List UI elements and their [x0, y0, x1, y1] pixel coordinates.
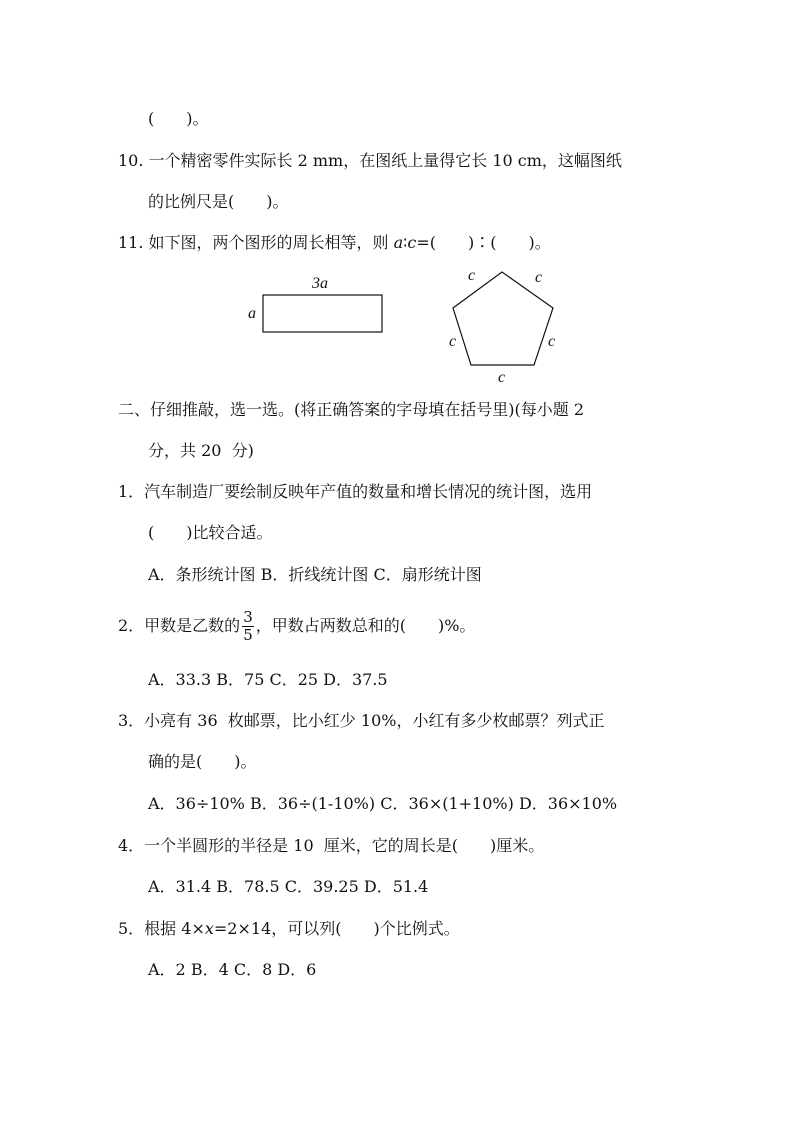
q3-line1: 3．小亮有 36 枚邮票，比小红少 10%，小红有多少枚邮票？列式正: [118, 711, 605, 730]
q11-text-pre: 11. 如下图，两个图形的周长相等，则: [118, 233, 394, 252]
section2-heading-line1: 二、仔细推敲，选一选。(将正确答案的字母填在括号里)(每小题 2: [118, 400, 584, 419]
q1-line2: ( )比较合适。: [148, 523, 273, 542]
pent-label-top-right: c: [535, 269, 543, 286]
q11-var-c: c: [407, 233, 417, 252]
q1-line1: 1．汽车制造厂要绘制反映年产值的数量和增长情况的统计图，选用: [118, 482, 593, 501]
q5-var-x: x: [204, 919, 214, 938]
rect-top-label: 3a: [312, 275, 328, 292]
q1-options: A．条形统计图 B．折线统计图 C．扇形统计图: [148, 565, 482, 584]
pent-label-right: c: [548, 333, 556, 350]
q5-text-pre: 5．根据 4×: [118, 919, 205, 938]
q10-line2: 的比例尺是( )。: [148, 192, 289, 211]
q5-text-post: =2×14，可以列( )个比例式。: [213, 919, 460, 938]
q4-line: 4．一个半圆形的半径是 10 厘米，它的周长是( )厘米。: [118, 836, 545, 855]
q11-colon: ∶: [403, 233, 408, 252]
q2-text-pre: 2．甲数是乙数的: [118, 616, 241, 635]
q11-text-post: =( )∶( )。: [416, 233, 551, 252]
q2-text-post: ，甲数占两数总和的( )%。: [255, 616, 476, 635]
section2-heading-line2: 分，共 20 分): [148, 441, 254, 460]
pent-label-left: c: [449, 333, 457, 350]
q11-line: [118, 232, 551, 254]
q2-denominator: 5: [243, 626, 253, 644]
q9-continuation: ( )。: [148, 109, 209, 128]
q3-options: A．36÷10% B．36÷(1-10%) C．36×(1+10%) D．36×10%: [148, 794, 618, 813]
q5-line: [118, 918, 460, 940]
q2-options: A．33.3 B．75 C．25 D．37.5: [148, 670, 388, 689]
q2-fraction: [242, 609, 254, 644]
q2-line: [118, 606, 475, 646]
q4-options: A．31.4 B．78.5 C．39.25 D．51.4: [148, 877, 429, 896]
q11-var-a: a: [393, 233, 404, 252]
q2-numerator: 3: [243, 608, 253, 626]
pent-label-top-left: c: [468, 267, 476, 284]
q10-line1: 10. 一个精密零件实际长 2 mm，在图纸上量得它长 10 cm，这幅图纸: [118, 151, 622, 170]
q11-figure: [0, 262, 794, 382]
pent-label-bottom: c: [498, 369, 506, 382]
q3-line2: 确的是( )。: [148, 752, 257, 771]
rectangle-shape: [263, 295, 382, 332]
q5-options: A．2 B．4 C．8 D．6: [148, 960, 317, 979]
rect-side-label: a: [248, 305, 256, 322]
